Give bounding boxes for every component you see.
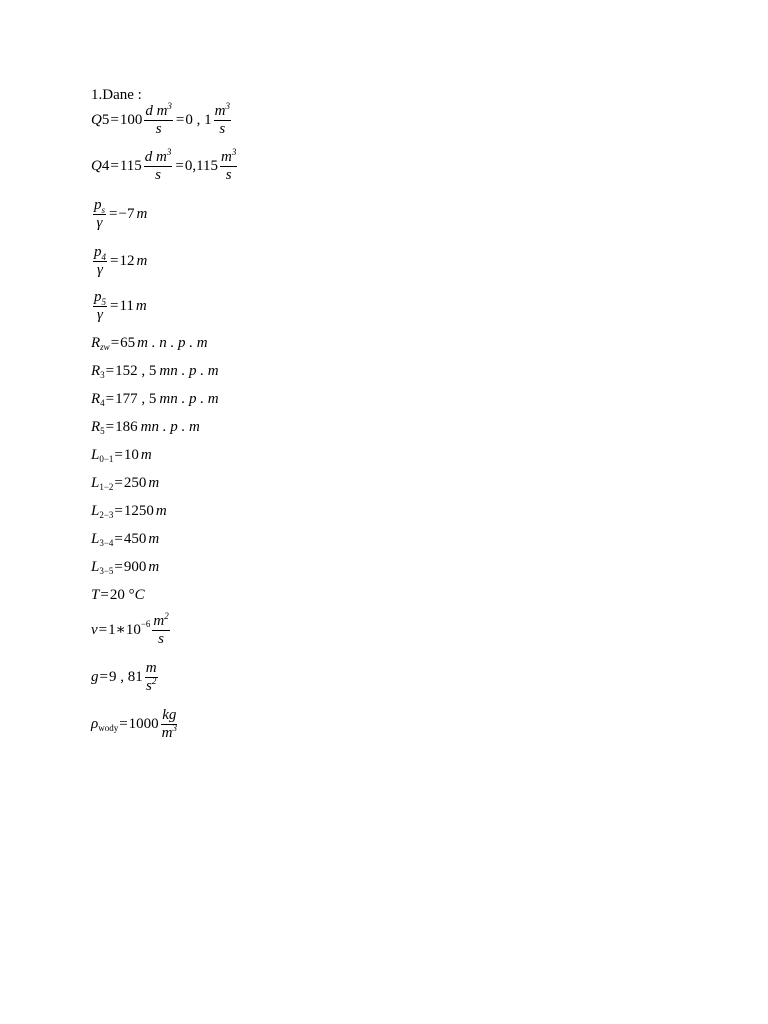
equals-sign: =: [114, 559, 123, 575]
equation-r3: [91, 364, 219, 379]
rzw-value: 65: [120, 335, 136, 351]
l23-sub: 2−3: [99, 510, 114, 520]
g-unit-den: s: [145, 678, 152, 694]
q4-unit-1-num: d m: [144, 149, 167, 165]
ps-num-sub: s: [101, 205, 106, 215]
rho-unit-den-sup: 3: [172, 723, 178, 733]
equation-p4-gamma: [91, 245, 147, 278]
equation-l12: [91, 476, 159, 491]
p5-num-sub: 5: [101, 297, 106, 307]
p4-den: γ: [97, 262, 103, 278]
equation-ps-gamma: [91, 198, 147, 231]
equation-gravity: [91, 661, 160, 694]
p4-num-sub: 4: [101, 252, 106, 262]
q4-unit-1-num-sup: 3: [166, 147, 172, 157]
q5-symbol: Q: [91, 112, 102, 128]
rho-symbol: ρ: [91, 716, 99, 732]
equals-sign: =: [114, 475, 123, 491]
l35-unit: m: [148, 559, 160, 575]
rho-value: 1000: [128, 716, 159, 732]
nu-unit-den: s: [158, 631, 165, 647]
rho-sub: wody: [98, 723, 119, 733]
l01-unit: m: [140, 447, 152, 463]
p4-num: p: [94, 244, 102, 260]
ps-den: γ: [96, 215, 103, 231]
rho-unit: [161, 708, 178, 741]
equals-sign: =: [105, 419, 115, 435]
equation-p5-gamma: [91, 290, 147, 323]
q4-unit-2: [220, 147, 237, 183]
l12-sub: 1−2: [99, 482, 114, 492]
r5-symbol: R: [91, 419, 101, 435]
l35-value: 900: [123, 559, 147, 575]
equals-sign: =: [100, 587, 109, 603]
p5-unit: m: [135, 298, 147, 314]
nu-value: 1∗10: [108, 622, 141, 638]
p4-unit: m: [136, 253, 148, 269]
r4-unit: mn . p . m: [159, 391, 219, 407]
l01-symbol: L: [91, 447, 100, 463]
q5-unit-1: [144, 101, 173, 137]
r5-sub: 5: [100, 426, 105, 436]
g-unit: [145, 661, 158, 694]
equals-sign: =: [110, 158, 119, 174]
equation-q5: [91, 101, 233, 137]
equals-sign: =: [110, 335, 120, 351]
l23-unit: m: [155, 503, 167, 519]
equals-sign: =: [110, 298, 119, 314]
nu-exponent: −6: [140, 619, 151, 629]
q5-unit-1-den: s: [155, 121, 162, 137]
r4-sub: 4: [100, 398, 105, 408]
equation-r5: [91, 420, 200, 435]
r3-sub: 3: [100, 370, 105, 380]
g-symbol: g: [91, 669, 99, 685]
equals-sign: =: [119, 716, 128, 732]
rzw-symbol: R: [91, 335, 101, 351]
q5-unit-1-num-sup: 3: [167, 101, 172, 111]
l35-symbol: L: [91, 559, 100, 575]
q5-unit-2: [214, 101, 231, 137]
q5-unit-1-num: d m: [145, 103, 168, 119]
g-value: 9 , 81: [108, 669, 143, 685]
q4-index: 4: [101, 158, 110, 174]
equals-sign: =: [114, 503, 123, 519]
r5-unit: mn . p . m: [140, 419, 200, 435]
rho-unit-num: kg: [162, 707, 177, 723]
equals-sign: =: [105, 391, 115, 407]
ps-num: p: [94, 197, 102, 213]
equals-sign: =: [109, 206, 118, 222]
q5-unit-2-den: s: [219, 121, 226, 137]
r3-value: 152 , 5: [115, 363, 157, 379]
equation-q4: [91, 147, 239, 183]
equation-density: [91, 708, 180, 741]
q5-value-2: 0 , 1: [185, 112, 212, 128]
equation-temperature: [91, 588, 145, 603]
nu-unit-num-sup: 2: [164, 611, 169, 621]
rzw-unit: m . n . p . m: [137, 335, 208, 351]
l23-value: 1250: [123, 503, 154, 519]
r3-unit: mn . p . m: [159, 363, 219, 379]
equation-rzw: [91, 336, 208, 351]
l12-value: 250: [123, 475, 147, 491]
p5-den: γ: [97, 307, 103, 323]
q4-unit-2-den: s: [225, 167, 232, 183]
q4-value-1: 115: [119, 158, 142, 174]
r4-value: 177 , 5: [115, 391, 157, 407]
l34-symbol: L: [91, 531, 100, 547]
equation-l35: [91, 560, 159, 575]
rzw-sub: zw: [100, 342, 110, 352]
section-heading: [91, 88, 142, 103]
l34-sub: 3−4: [99, 538, 114, 548]
equals-sign: =: [110, 253, 119, 269]
ps-value: −7: [118, 206, 135, 222]
equals-sign: =: [99, 669, 108, 685]
p4-gamma-fraction: [93, 245, 107, 278]
p5-gamma-fraction: [93, 290, 107, 323]
l12-unit: m: [148, 475, 160, 491]
equation-viscosity: [91, 611, 172, 647]
t-unit: C: [134, 587, 145, 603]
q4-unit-2-num: m: [221, 149, 232, 165]
r4-symbol: R: [91, 391, 101, 407]
r5-value: 186: [115, 419, 138, 435]
t-value: 20 °: [109, 587, 135, 603]
equals-sign: =: [98, 622, 108, 638]
nu-unit: [152, 611, 169, 647]
q5-unit-2-num: m: [214, 103, 226, 119]
q5-value-1: 100: [119, 112, 143, 128]
ps-unit: m: [136, 206, 148, 222]
equation-l01: [91, 448, 152, 463]
equals-sign: =: [110, 112, 119, 128]
l35-sub: 3−5: [99, 566, 114, 576]
equals-sign: =: [114, 447, 123, 463]
nu-unit-num: m: [153, 613, 165, 629]
equals-sign: =: [105, 363, 115, 379]
l23-symbol: L: [91, 503, 100, 519]
nu-symbol: v: [91, 622, 98, 638]
q5-index: 5: [101, 112, 110, 128]
q4-unit-1-den: s: [155, 167, 161, 183]
equals-sign: =: [175, 112, 185, 128]
l34-unit: m: [148, 531, 160, 547]
q4-symbol: Q: [91, 158, 102, 174]
l01-value: 10: [123, 447, 139, 463]
equals-sign: =: [175, 158, 184, 174]
q4-unit-2-num-sup: 3: [231, 147, 237, 157]
ps-gamma-fraction: [93, 198, 106, 231]
equals-sign: =: [114, 531, 123, 547]
r3-symbol: R: [91, 363, 101, 379]
q4-value-2: 0,115: [184, 158, 219, 174]
equation-l34: [91, 532, 159, 547]
p5-num: p: [94, 289, 102, 305]
l12-symbol: L: [91, 475, 100, 491]
p4-value: 12: [119, 253, 135, 269]
q4-unit-1: [144, 147, 173, 183]
t-symbol: T: [91, 587, 100, 603]
equation-r4: [91, 392, 219, 407]
g-unit-num: m: [145, 660, 157, 676]
rho-unit-den: m: [161, 725, 173, 741]
heading-text: 1.Dane :: [91, 87, 142, 103]
q5-unit-2-num-sup: 3: [225, 101, 230, 111]
l34-value: 450: [123, 531, 147, 547]
equation-l23: [91, 504, 167, 519]
p5-value: 11: [119, 298, 134, 314]
l01-sub: 0−1: [99, 454, 114, 464]
g-unit-den-sup: 2: [151, 676, 157, 686]
